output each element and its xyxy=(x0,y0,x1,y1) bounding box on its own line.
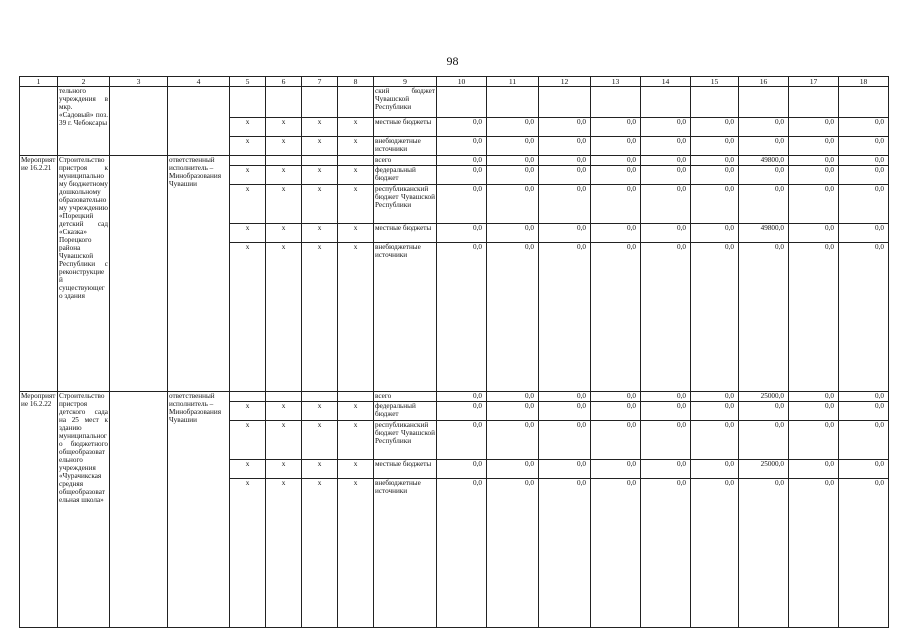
value-cell: 0,0 xyxy=(839,479,889,628)
header-cell: 18 xyxy=(839,77,889,87)
funding-source: республиканский бюджет Чувашской Республики xyxy=(374,185,437,224)
table-row xyxy=(20,392,889,402)
value-cell: 0,0 xyxy=(487,224,539,243)
value-cell xyxy=(641,87,691,118)
x-cell xyxy=(266,87,302,118)
value-cell: 25000,0 xyxy=(739,460,789,479)
value-cell: 0,0 xyxy=(437,166,487,185)
x-cell: х xyxy=(266,243,302,392)
value-cell: 0,0 xyxy=(641,479,691,628)
measure-col3 xyxy=(110,87,168,156)
value-cell: 0,0 xyxy=(487,137,539,156)
value-cell xyxy=(839,87,889,118)
x-cell: х xyxy=(266,137,302,156)
value-cell: 0,0 xyxy=(641,243,691,392)
funding-table xyxy=(19,76,889,628)
value-cell: 0,0 xyxy=(591,224,641,243)
value-cell: 0,0 xyxy=(641,137,691,156)
value-cell: 0,0 xyxy=(641,166,691,185)
value-cell: 0,0 xyxy=(591,392,641,402)
value-cell: 0,0 xyxy=(789,118,839,137)
value-cell: 0,0 xyxy=(641,185,691,224)
x-cell xyxy=(302,156,338,166)
value-cell: 0,0 xyxy=(789,392,839,402)
value-cell: 0,0 xyxy=(591,460,641,479)
funding-source: федеральный бюджет xyxy=(374,166,437,185)
value-cell: 0,0 xyxy=(691,137,739,156)
header-cell: 11 xyxy=(487,77,539,87)
value-cell: 0,0 xyxy=(691,243,739,392)
value-cell: 0,0 xyxy=(437,156,487,166)
value-cell: 0,0 xyxy=(539,224,591,243)
header-cell: 17 xyxy=(789,77,839,87)
x-cell xyxy=(338,87,374,118)
x-cell: х xyxy=(302,118,338,137)
x-cell: х xyxy=(302,166,338,185)
value-cell: 0,0 xyxy=(839,166,889,185)
funding-source: внебюджетные источники xyxy=(374,243,437,392)
funding-source: внебюджетные источники xyxy=(374,479,437,628)
x-cell: х xyxy=(266,185,302,224)
value-cell: 0,0 xyxy=(691,421,739,460)
header-cell: 5 xyxy=(230,77,266,87)
x-cell: х xyxy=(230,402,266,421)
executor: ответственный исполнитель – Минобразования Чувашии xyxy=(168,392,230,628)
value-cell: 0,0 xyxy=(691,479,739,628)
value-cell: 0,0 xyxy=(437,460,487,479)
value-cell: 0,0 xyxy=(739,185,789,224)
value-cell: 0,0 xyxy=(591,118,641,137)
measure-id xyxy=(20,87,58,156)
x-cell xyxy=(302,87,338,118)
x-cell xyxy=(338,156,374,166)
value-cell: 0,0 xyxy=(739,166,789,185)
value-cell: 0,0 xyxy=(839,185,889,224)
funding-source: федеральный бюджет xyxy=(374,402,437,421)
x-cell: х xyxy=(302,185,338,224)
value-cell: 0,0 xyxy=(739,243,789,392)
x-cell xyxy=(230,392,266,402)
x-cell xyxy=(230,156,266,166)
x-cell: х xyxy=(266,166,302,185)
x-cell: х xyxy=(338,224,374,243)
value-cell: 0,0 xyxy=(539,460,591,479)
value-cell: 0,0 xyxy=(641,402,691,421)
value-cell: 0,0 xyxy=(839,421,889,460)
value-cell: 0,0 xyxy=(487,479,539,628)
measure-id: Мероприятие 16.2.21 xyxy=(20,156,58,392)
value-cell: 0,0 xyxy=(591,402,641,421)
measure-id: Мероприятие 16.2.22 xyxy=(20,392,58,628)
x-cell: х xyxy=(230,479,266,628)
value-cell: 0,0 xyxy=(789,156,839,166)
x-cell: х xyxy=(302,137,338,156)
value-cell xyxy=(691,87,739,118)
value-cell: 0,0 xyxy=(839,224,889,243)
value-cell: 0,0 xyxy=(437,421,487,460)
x-cell: х xyxy=(338,118,374,137)
value-cell: 0,0 xyxy=(591,185,641,224)
funding-source: республиканский бюджет Чувашской Республики xyxy=(374,421,437,460)
value-cell: 0,0 xyxy=(691,156,739,166)
value-cell: 0,0 xyxy=(641,118,691,137)
funding-source: местные бюджеты xyxy=(374,460,437,479)
value-cell: 0,0 xyxy=(539,166,591,185)
value-cell: 49800,0 xyxy=(739,156,789,166)
x-cell: х xyxy=(338,421,374,460)
value-cell: 0,0 xyxy=(789,224,839,243)
value-cell: 0,0 xyxy=(437,479,487,628)
funding-source: всего xyxy=(374,392,437,402)
x-cell: х xyxy=(230,421,266,460)
value-cell: 0,0 xyxy=(641,421,691,460)
x-cell: х xyxy=(266,460,302,479)
value-cell: 0,0 xyxy=(839,392,889,402)
value-cell: 0,0 xyxy=(487,166,539,185)
value-cell: 0,0 xyxy=(591,166,641,185)
value-cell: 0,0 xyxy=(487,118,539,137)
value-cell: 0,0 xyxy=(691,392,739,402)
value-cell: 0,0 xyxy=(789,402,839,421)
value-cell: 0,0 xyxy=(739,479,789,628)
x-cell: х xyxy=(302,479,338,628)
header-cell: 9 xyxy=(374,77,437,87)
header-cell: 15 xyxy=(691,77,739,87)
header-cell: 16 xyxy=(739,77,789,87)
x-cell: х xyxy=(230,137,266,156)
funding-source: местные бюджеты xyxy=(374,118,437,137)
value-cell: 0,0 xyxy=(487,421,539,460)
value-cell: 0,0 xyxy=(839,402,889,421)
x-cell: х xyxy=(302,460,338,479)
value-cell: 0,0 xyxy=(487,402,539,421)
x-cell: х xyxy=(230,166,266,185)
x-cell xyxy=(302,392,338,402)
x-cell: х xyxy=(266,479,302,628)
value-cell: 0,0 xyxy=(839,243,889,392)
header-row xyxy=(20,77,889,87)
funding-source: всего xyxy=(374,156,437,166)
x-cell: х xyxy=(338,166,374,185)
value-cell: 0,0 xyxy=(591,137,641,156)
value-cell: 0,0 xyxy=(789,479,839,628)
value-cell: 25000,0 xyxy=(739,392,789,402)
value-cell: 0,0 xyxy=(691,185,739,224)
x-cell: х xyxy=(302,243,338,392)
value-cell: 0,0 xyxy=(789,137,839,156)
value-cell: 0,0 xyxy=(437,137,487,156)
x-cell: х xyxy=(230,224,266,243)
measure-col3 xyxy=(110,156,168,392)
value-cell: 0,0 xyxy=(487,156,539,166)
value-cell: 0,0 xyxy=(839,118,889,137)
x-cell: х xyxy=(302,421,338,460)
header-cell: 13 xyxy=(591,77,641,87)
measure-col3 xyxy=(110,392,168,628)
value-cell: 0,0 xyxy=(437,402,487,421)
measure-name: тельного учреждения в мкр. «Садовый» поз. 39 г. Чебоксары xyxy=(58,87,110,156)
value-cell: 0,0 xyxy=(437,185,487,224)
value-cell: 0,0 xyxy=(539,185,591,224)
value-cell xyxy=(591,87,641,118)
x-cell: х xyxy=(338,479,374,628)
header-cell: 4 xyxy=(168,77,230,87)
value-cell: 0,0 xyxy=(437,118,487,137)
table-row xyxy=(20,156,889,166)
value-cell: 0,0 xyxy=(641,156,691,166)
value-cell: 0,0 xyxy=(641,224,691,243)
value-cell: 0,0 xyxy=(539,118,591,137)
value-cell: 0,0 xyxy=(539,243,591,392)
value-cell: 0,0 xyxy=(487,460,539,479)
value-cell: 0,0 xyxy=(739,402,789,421)
header-cell: 7 xyxy=(302,77,338,87)
value-cell: 0,0 xyxy=(739,137,789,156)
header-cell: 2 xyxy=(58,77,110,87)
value-cell xyxy=(437,87,487,118)
value-cell: 0,0 xyxy=(739,421,789,460)
header-cell: 8 xyxy=(338,77,374,87)
value-cell: 0,0 xyxy=(539,479,591,628)
x-cell: х xyxy=(266,224,302,243)
value-cell: 0,0 xyxy=(539,137,591,156)
header-cell: 1 xyxy=(20,77,58,87)
header-cell: 6 xyxy=(266,77,302,87)
value-cell: 0,0 xyxy=(539,156,591,166)
value-cell xyxy=(789,87,839,118)
funding-source: местные бюджеты xyxy=(374,224,437,243)
x-cell: х xyxy=(230,243,266,392)
x-cell: х xyxy=(338,402,374,421)
value-cell: 0,0 xyxy=(539,402,591,421)
value-cell: 0,0 xyxy=(691,166,739,185)
value-cell: 0,0 xyxy=(789,421,839,460)
value-cell: 0,0 xyxy=(437,243,487,392)
x-cell: х xyxy=(338,243,374,392)
value-cell: 0,0 xyxy=(539,421,591,460)
value-cell: 0,0 xyxy=(691,224,739,243)
x-cell: х xyxy=(266,118,302,137)
value-cell: 0,0 xyxy=(487,243,539,392)
funding-source: ский бюджет Чувашской Республики xyxy=(374,87,437,118)
x-cell: х xyxy=(266,421,302,460)
value-cell: 0,0 xyxy=(591,421,641,460)
value-cell: 0,0 xyxy=(839,460,889,479)
value-cell: 0,0 xyxy=(691,460,739,479)
value-cell xyxy=(539,87,591,118)
x-cell xyxy=(230,87,266,118)
x-cell: х xyxy=(230,460,266,479)
value-cell: 0,0 xyxy=(641,392,691,402)
header-cell: 14 xyxy=(641,77,691,87)
value-cell: 0,0 xyxy=(437,224,487,243)
header-cell: 10 xyxy=(437,77,487,87)
value-cell: 0,0 xyxy=(487,185,539,224)
x-cell: х xyxy=(266,402,302,421)
x-cell: х xyxy=(302,224,338,243)
value-cell: 0,0 xyxy=(691,118,739,137)
measure-name: Строительство пристроя к муниципальному бюджетному дошкольному образовательному учреждению «Порецкий детский сад «Сказка» Порецкого района Чувашской Республики с реконструкцией существующего здания xyxy=(58,156,110,392)
value-cell: 0,0 xyxy=(739,118,789,137)
value-cell: 0,0 xyxy=(839,137,889,156)
value-cell: 0,0 xyxy=(789,243,839,392)
funding-source: внебюджетные источники xyxy=(374,137,437,156)
value-cell: 0,0 xyxy=(539,392,591,402)
header-cell: 3 xyxy=(110,77,168,87)
header-cell: 12 xyxy=(539,77,591,87)
x-cell: х xyxy=(338,460,374,479)
executor: ответственный исполнитель – Минобразования Чувашии xyxy=(168,156,230,392)
value-cell: 0,0 xyxy=(839,156,889,166)
x-cell: х xyxy=(230,118,266,137)
value-cell: 0,0 xyxy=(487,392,539,402)
value-cell: 49800,0 xyxy=(739,224,789,243)
value-cell: 0,0 xyxy=(437,392,487,402)
x-cell xyxy=(266,156,302,166)
value-cell xyxy=(739,87,789,118)
x-cell: х xyxy=(338,185,374,224)
x-cell xyxy=(338,392,374,402)
value-cell: 0,0 xyxy=(789,166,839,185)
x-cell: х xyxy=(302,402,338,421)
value-cell: 0,0 xyxy=(789,185,839,224)
x-cell: х xyxy=(338,137,374,156)
value-cell xyxy=(487,87,539,118)
measure-name: Строительство пристроя детского сада на 25 мест к зданию муниципального бюджетного общеобразовательного учреждения «Чурачикская средняя общеобразовательная школа» xyxy=(58,392,110,628)
table-row xyxy=(20,87,889,118)
page-number: 98 xyxy=(446,54,459,68)
value-cell: 0,0 xyxy=(591,479,641,628)
value-cell: 0,0 xyxy=(691,402,739,421)
value-cell: 0,0 xyxy=(641,460,691,479)
value-cell: 0,0 xyxy=(591,156,641,166)
executor xyxy=(168,87,230,156)
x-cell xyxy=(266,392,302,402)
x-cell: х xyxy=(230,185,266,224)
value-cell: 0,0 xyxy=(591,243,641,392)
value-cell: 0,0 xyxy=(789,460,839,479)
